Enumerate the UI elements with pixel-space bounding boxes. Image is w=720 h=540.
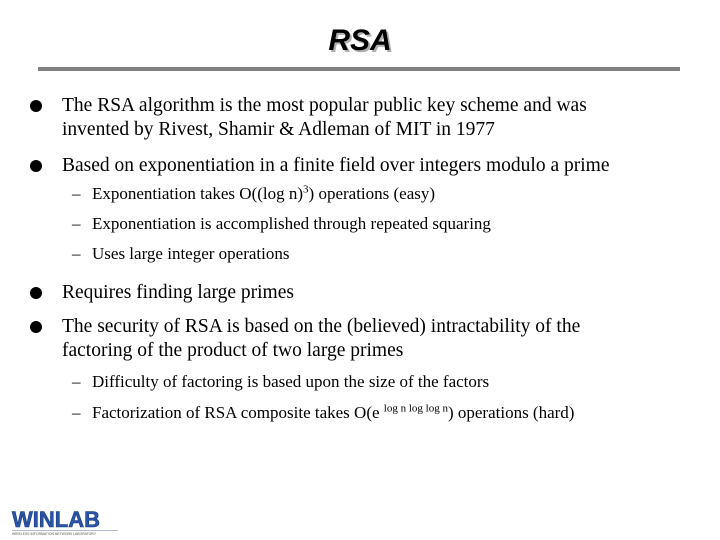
bullet-icon xyxy=(30,100,42,112)
dash-icon: – xyxy=(72,184,81,203)
bullet-4-line-2: factoring of the product of two large primes xyxy=(62,340,404,361)
bullet-4-line-1: The security of RSA is based on the (believed) intractability of the xyxy=(62,316,581,337)
winlab-logo xyxy=(10,506,120,536)
winlab-logo-text: WINLAB xyxy=(12,507,100,532)
bullet-4-sub-2-text-b: ) operations (hard) xyxy=(447,403,575,422)
dash-icon: – xyxy=(72,372,81,391)
slide-title: RSA xyxy=(328,24,392,57)
winlab-logo-tagline: WIRELESS INFORMATION NETWORK LABORATORY xyxy=(12,532,96,536)
bullet-4-sub-2-superscript: log n log log n xyxy=(383,402,448,415)
bullet-1-line-1: The RSA algorithm is the most popular public key scheme and was xyxy=(62,95,587,116)
dash-icon: – xyxy=(72,244,81,263)
bullet-2-sub-2: Exponentiation is accomplished through repeated squaring xyxy=(92,214,491,233)
bullet-2-sub-1-text-b: ) operations (easy) xyxy=(308,184,436,203)
dash-icon: – xyxy=(72,214,81,233)
bullet-2-sub-1-superscript: 3 xyxy=(303,183,309,196)
bullet-4-sub-1: Difficulty of factoring is based upon the size of the factors xyxy=(92,372,490,391)
bullet-icon xyxy=(30,287,42,299)
bullet-2-sub-1 xyxy=(92,184,712,204)
bullet-3-line-1: Requires finding large primes xyxy=(62,282,294,303)
title-underline xyxy=(38,67,680,71)
bullet-4-sub-2 xyxy=(92,403,712,423)
bullet-4-sub-2-text-a: Factorization of RSA composite takes O(e xyxy=(92,403,384,422)
bullet-2-sub-1-text-a: Exponentiation takes O((log n) xyxy=(92,184,304,203)
bullet-icon xyxy=(30,321,42,333)
bullet-icon xyxy=(30,160,42,172)
dash-icon: – xyxy=(72,403,81,422)
bullet-2-sub-3: Uses large integer operations xyxy=(92,244,290,263)
bullet-2-line-1: Based on exponentiation in a finite field over integers modulo a prime xyxy=(62,155,610,176)
bullet-1-line-2: invented by Rivest, Shamir & Adleman of MIT in 1977 xyxy=(62,119,495,140)
